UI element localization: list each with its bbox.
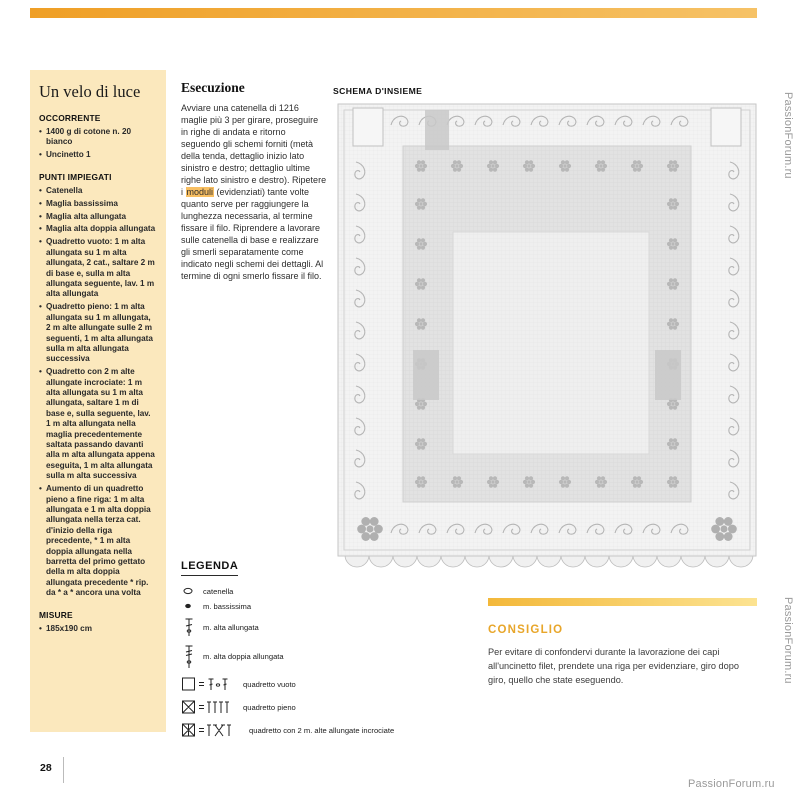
article-title: Un velo di luce (39, 82, 141, 101)
full-square-symbol-icon (181, 698, 237, 716)
legend-item (181, 675, 481, 693)
watermark: PassionForum.ru (688, 778, 775, 790)
legend-label: quadretto con 2 m. alte allungate incrociate (249, 725, 395, 735)
list-item: • 185x190 cm (39, 624, 157, 634)
legend (181, 556, 481, 744)
sidebar (30, 70, 166, 732)
crossed-square-symbol-icon (181, 721, 243, 739)
legend-item (181, 721, 481, 739)
extended-treble-symbol-icon (181, 616, 197, 638)
legend-item (181, 698, 481, 716)
list-item: • Maglia alta allungata (39, 212, 157, 222)
chain-symbol-icon (181, 586, 197, 596)
list-item: • Catenella (39, 186, 157, 196)
legend-label: m. bassissima (203, 601, 252, 611)
consiglio-accent-bar (488, 598, 757, 606)
legend-item (181, 601, 481, 611)
punti-list (39, 186, 157, 599)
list-item: • Uncinetto 1 (39, 150, 157, 160)
section-heading-occorrente: OCCORRENTE (39, 113, 101, 123)
esecuzione-body (181, 103, 327, 283)
section-heading-misure: MISURE (39, 609, 73, 620)
esecuzione-text-after: (evidenziati) tante volte quanto serve per raggiungere la lunghezza necessaria, al termine fissare il filo. Riprendere a lavorare sulle catenella di base e realizzare gli smerli separatamente come indicato negli schemi dei dettagli. Al termine di ogni smerlo fissare il filo. (181, 186, 324, 281)
consiglio-box (488, 598, 757, 687)
misure-list (39, 624, 157, 634)
legend-label: quadretto pieno (243, 702, 296, 712)
legend-label: quadretto vuoto (243, 679, 296, 689)
lace-pattern-drawing (337, 98, 757, 572)
highlighted-word: moduli (186, 186, 214, 197)
esecuzione-heading: Esecuzione (181, 80, 245, 95)
legend-item (181, 643, 481, 670)
esecuzione-text-before: Avviare una catenella di 1216 maglie più 3 per girare, proseguire in righe di andata e ritorno seguendo gli schemi forniti (metà della tenda, dettaglio inizio lato sinistro e destro; dettaglio ultime righe lato sinistro e destro). Ripetere i (181, 103, 327, 197)
legend-item (181, 616, 481, 638)
legend-label: m. alta doppia allungata (203, 652, 284, 661)
slip-stitch-symbol-icon (181, 601, 197, 611)
list-item: • 1400 g di cotone n. 20 bianco (39, 127, 157, 148)
legend-label: m. alta allungata (203, 622, 259, 632)
schema-title: SCHEMA D'INSIEME (333, 86, 423, 96)
consiglio-body: Per evitare di confondervi durante la lavorazione dei capi all'uncinetto filet, prendete una riga per evidenziare, giro dopo giro, quello che state eseguendo. (488, 647, 740, 685)
top-accent-bar (30, 8, 757, 18)
list-item: • Quadretto vuoto: 1 m alta allungata su 1 m alta allungata, 2 cat., saltare 2 m di base e, sulla m alta allungata seguente, lav. 1 m alta allungata (39, 237, 157, 299)
list-item: • Aumento di un quadretto pieno a fine riga: 1 m alta allungata e 1 m alta doppia allungata nella terza cat. d'inizio della riga precedente, * 1 m alta doppia allungata nella barretta del primo gettato della m alta doppia allungata precedente * rip. da * a * ancora una volta (39, 484, 157, 598)
list-item: • Quadretto con 2 m alte allungate incrociate: 1 m alta allungata su 1 m alta allungata, saltare 1 m di base e, sulla seguente, lav. 1 m alta allungata nella maglia precedentemente saltata passando davanti alla m alta allungata appena eseguita, 1 m alta allungata sulla m alta successiva (39, 367, 157, 481)
page-number: 28 (40, 762, 52, 774)
schema-diagram (337, 98, 757, 572)
extended-double-treble-symbol-icon (181, 643, 197, 670)
consiglio-heading: CONSIGLIO (488, 624, 564, 636)
legend-heading: LEGENDA (181, 560, 238, 576)
legend-label: catenella (203, 586, 234, 596)
page-number-divider (63, 757, 64, 783)
esecuzione-section (181, 80, 327, 283)
watermark: PassionForum.ru (782, 597, 794, 684)
empty-square-symbol-icon (181, 675, 237, 693)
list-item: • Quadretto pieno: 1 m alta allungata su 1 m allungata, 2 m alte allungate sulle 2 m seguenti, 1 m alta allungata sulla m alta allungata successiva (39, 302, 157, 364)
section-heading-punti-impiegati: PUNTI IMPIEGATI (39, 171, 112, 182)
list-item: • Maglia alta doppia allungata (39, 224, 157, 234)
list-item: • Maglia bassissima (39, 199, 157, 209)
legend-item (181, 586, 481, 596)
occorrente-list (39, 127, 157, 161)
watermark: PassionForum.ru (782, 92, 794, 179)
